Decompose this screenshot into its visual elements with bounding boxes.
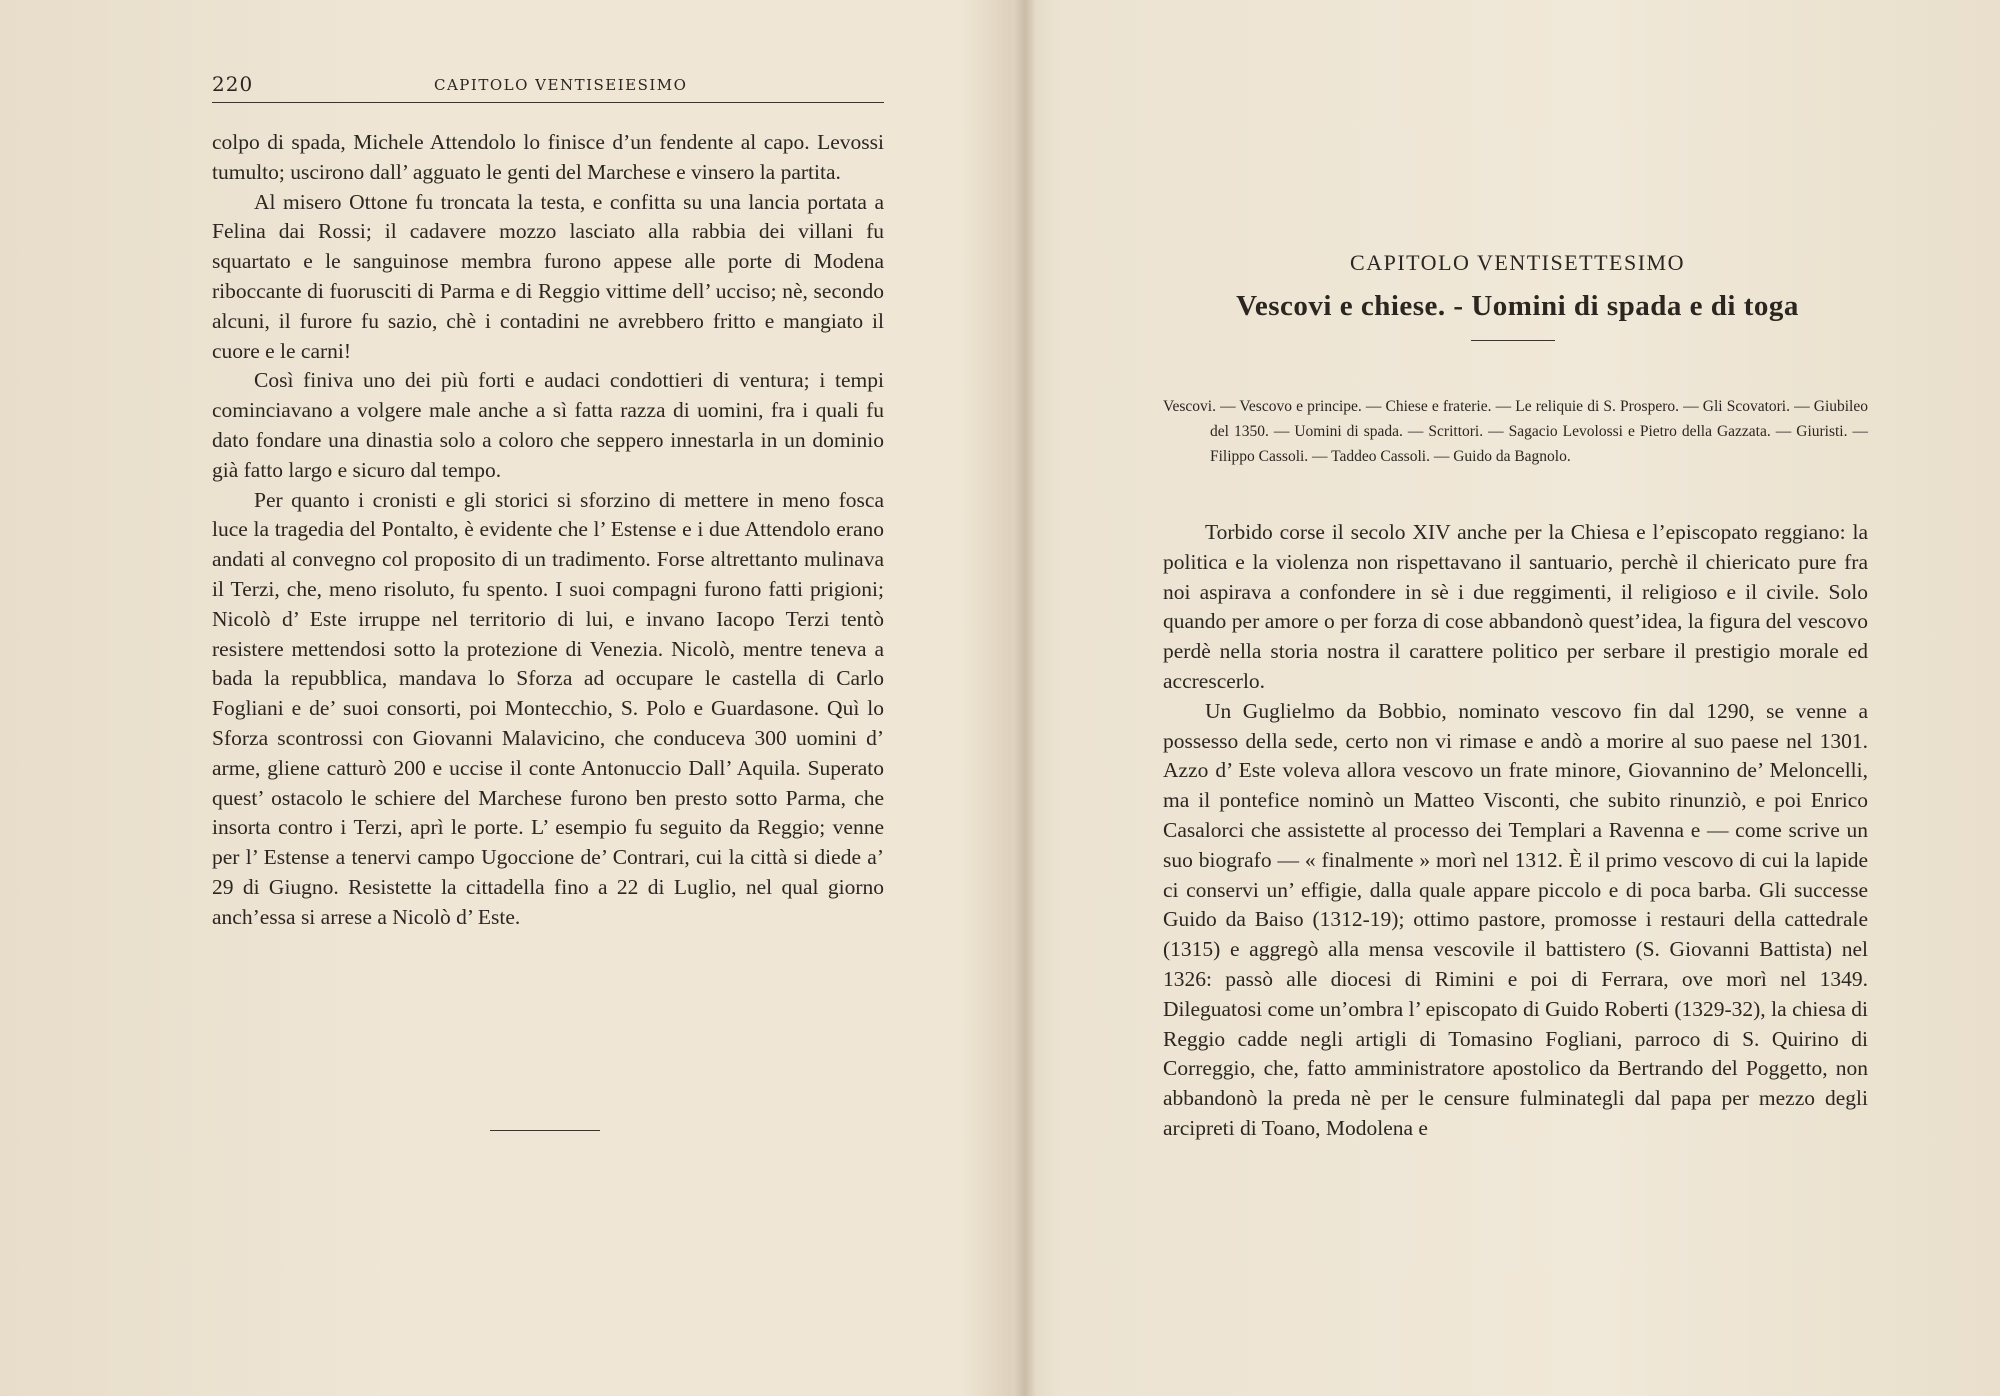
right-page [1035,0,2000,1396]
paragraph: Così finiva uno dei più forti e audaci condottieri di ventura; i tempi cominciavano a volgere male anche a sì fatta razza di uomini, fra i quali fu dato fondare una dinastia solo a coloro che seppero innestarla in un dominio già fatto largo e sicuro dal tempo. [212,368,884,482]
page-header [212,72,884,103]
paragraph: Torbido corse il secolo XIV anche per la Chiesa e l’episcopato reggiano: la politica e la violenza non rispettavano il santuario, perchè il chiericato pure fra noi aspirava a confondere in sè i due reggimenti, il religioso e il civile. Solo quando per amore o per forza di cose abbandonò quest’idea, la figura del vescovo perdè nella storia nostra il carattere politico per serbare il prestigio morale ed accrescerlo. [1163,520,1868,693]
right-body-text [1163,518,1868,1144]
left-body-text [212,128,884,933]
running-head: CAPITOLO VENTISEIESIMO [434,76,688,94]
chapter-label: CAPITOLO VENTISETTESIMO [1350,250,1685,275]
page-number: 220 [212,72,254,96]
section-end-rule [490,1130,600,1131]
paragraph: colpo di spada, Michele Attendolo lo finisce d’un fendente al capo. Levossi tumulto; uscirono dall’ agguato le genti del Marchese e vinsero la partita. [212,130,884,184]
title-rule [1471,340,1555,341]
paragraph: Per quanto i cronisti e gli storici si sforzino di mettere in meno fosca luce la tragedia del Pontalto, è evidente che l’ Estense e i due Attendolo erano andati al convegno col proposito di un tradimento. Forse altrettanto mulinava il Terzi, che, meno risoluto, fu spento. I suoi compagni furono fatti prigioni; Nicolò d’ Este irruppe nel territorio di lui, e invano Iacopo Terzi tentò resistere mettendosi sotto la protezione di Venezia. Nicolò, mentre teneva a bada la repubblica, mandava lo Sforza ad occupare le castella di Carlo Fogliani e de’ suoi consorti, poi Montecchio, S. Polo e Guardasone. Quì lo Sforza scontrossi con Giovanni Malavicino, che conduceva 300 uomini d’ arme, gliene catturò 200 e uccise il conte Antonuccio Dall’ Aquila. Superato quest’ ostacolo le schiere del Marchese furono ben presto sotto Parma, che insorta contro i Terzi, aprì le porte. L’ esempio fu seguito da Reggio; venne per l’ Estense a tenervi campo Ugoccione de’ Contrari, cui la città si diede a’ 29 di Giugno. Resistette la cittadella fino a 22 di Luglio, nel qual giorno anch’essa si arrese a Nicolò d’ Este. [212,487,884,929]
book-gutter [1014,0,1036,1396]
chapter-title: Vescovi e chiese. - Uomini di spada e di toga [1236,290,1799,322]
paragraph: Un Guglielmo da Bobbio, nominato vescovo fin dal 1290, se venne a possesso della sede, certo non vi rimase e andò a morire al suo paese nel 1301. Azzo d’ Este voleva allora vescovo un frate minore, Giovannino de’ Meloncelli, ma il pontefice nominò un Matteo Visconti, che subito rinunziò, e poi Enrico Casalorci che assistette al processo dei Templari a Ravenna e — come scrive un suo biografo — « finalmente » morì nel 1312. È il primo vescovo di cui la lapide ci conservi un’ effigie, dalla quale appare piccolo e di poca barba. Gli successe Guido da Baiso (1312-19); ottimo pastore, promosse i restauri della cattedrale (1315) e aggregò alla mensa vescovile il battistero (S. Giovanni Battista) nel 1326: passò alle diocesi di Rimini e poi di Ferrara, ove morì nel 1349. Dileguatosi come un’ombra l’ episcopato di Guido Roberti (1329-32), la chiesa di Reggio cadde negli artigli di Tomasino Fogliani, parroco di S. Quirino di Correggio, che, fatto amministratore apostolico da Bertrando del Poggetto, non abbandonò la preda nè per le censure fulminategli dal papa per mezzo degli arcipreti di Toano, Modolena e [1163,698,1868,1140]
paragraph: Al misero Ottone fu troncata la testa, e confitta su una lancia portata a Felina dai Rossi; il cadavere mozzo lasciato alla rabbia dei villani fu squartato e le sanguinose membra furono appese alle porte di Modena riboccante di fuorusciti di Parma e di Reggio vittime dell’ ucciso; nè, secondo alcuni, il furore fu sazio, chè i contadini ne avrebbero fritto e mangiato il cuore e le carni! [212,189,884,363]
chapter-summary: Vescovi. — Vescovo e principe. — Chiese e fraterie. — Le reliquie di S. Prospero. — Gli Scovatori. — Giubileo del 1350. — Uomini di spada. — Scrittori. — Sagacio Levolossi e Pietro della Gazzata. — Giuristi. — Filippo Cassoli. — Taddeo Cassoli. — Guido da Bagnolo. [1163,398,1868,465]
